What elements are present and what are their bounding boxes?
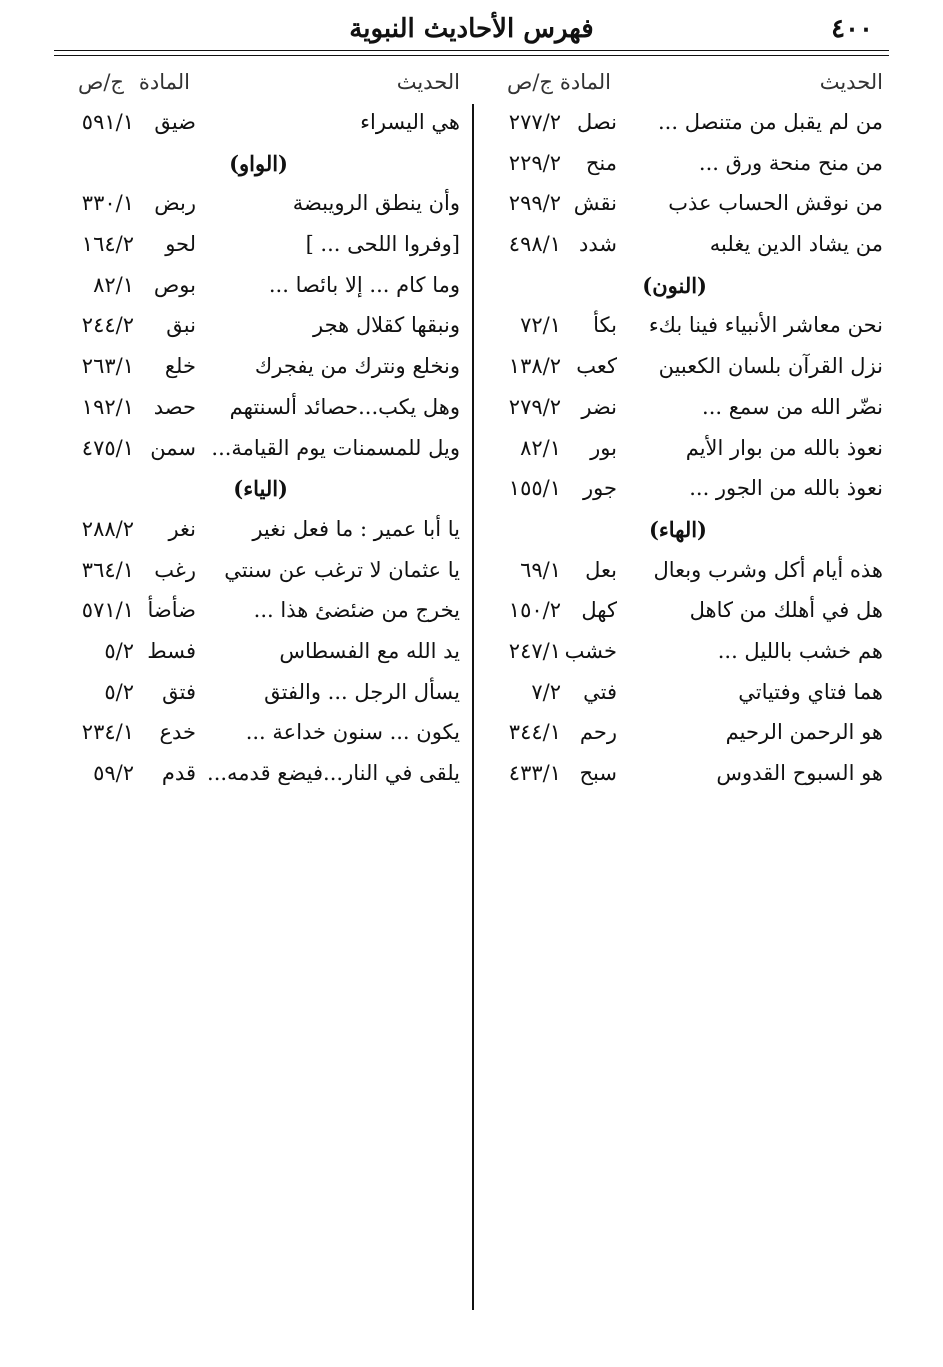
index-entry: [55, 104, 460, 145]
root-word: كعب: [576, 354, 617, 379]
volume-page-ref: ٢٣٤/١: [81, 720, 134, 745]
hadith-text: يا عثمان لا ترغب عن سنتي: [224, 557, 460, 582]
volume-page-ref: ١٣٨/٢: [508, 354, 561, 379]
section-heading: [55, 470, 460, 511]
volume-page-ref: ٢٧٧/٢: [508, 110, 561, 134]
index-entry: [485, 755, 883, 796]
madda-header: المادة: [559, 70, 611, 94]
root-word: نقش: [573, 191, 617, 216]
volume-page-ref: ٢٨٨/٢: [81, 516, 134, 541]
root-word: فتي: [583, 679, 617, 704]
hadith-header: الحديث: [819, 70, 883, 94]
root-word: فتق: [162, 679, 196, 704]
section-title: (الواو): [229, 150, 288, 176]
root-word: ربض: [154, 191, 196, 216]
section-heading: [55, 145, 460, 186]
index-entry: [485, 348, 883, 389]
volume-page-ref: ٥/٢: [104, 679, 134, 704]
hadith-text: يد الله مع الفسطاس: [279, 638, 460, 663]
index-entry: [55, 511, 460, 552]
page-header: [58, 10, 885, 50]
volume-page-ref: ٣٤٤/١: [508, 720, 561, 745]
volume-page-ref: ٨٢/١: [93, 272, 134, 297]
root-word: سمن: [150, 435, 196, 460]
hadith-text: يلقى في النار...فيضع قدمه...: [207, 761, 460, 785]
index-entry: [55, 755, 460, 796]
hadith-header: الحديث: [396, 70, 460, 94]
hadith-text: يخرج من ضئضئ هذا ...: [253, 598, 460, 623]
index-entry: [55, 430, 460, 471]
hadith-text: يا أبا عمير : ما فعل نغير: [252, 516, 460, 541]
hadith-text: ونبقها كقلال هجر: [313, 313, 460, 338]
volume-page-ref: ٤٣٣/١: [508, 761, 561, 785]
index-entry: [485, 714, 883, 755]
volume-page-ref: ٤٩٨/١: [508, 232, 561, 257]
index-entry: [485, 145, 883, 186]
root-word: بكأ: [593, 313, 617, 338]
index-column-right: [485, 64, 883, 796]
volume-page-ref: ٥٩/٢: [93, 761, 134, 785]
volume-page-ref: ٥/٢: [104, 638, 134, 663]
hadith-text: ونخلع ونترك من يفجرك: [254, 354, 460, 379]
hadith-text: نعوذ بالله من بوار الأيم: [685, 435, 883, 460]
hadith-text: من منح منحة ورق ...: [698, 150, 883, 175]
index-entry: [485, 185, 883, 226]
volume-page-ref: ٦٩/١: [520, 557, 561, 582]
volume-page-ref: ٢٢٩/٢: [508, 150, 561, 175]
index-entry: [485, 104, 883, 145]
volume-page-ref: ٢٤٤/٢: [81, 313, 134, 338]
hadith-text: هل في أهلك من كاهل: [689, 598, 883, 623]
volume-page-ref: ٢٤٧/١: [508, 638, 561, 663]
column-header: [485, 64, 883, 104]
index-entry: [55, 226, 460, 267]
column-header: [55, 64, 460, 104]
hadith-text: من لم يقبل من متنصل ...: [658, 110, 883, 134]
reference-header: ج/ص: [506, 70, 553, 94]
volume-page-ref: ١٥٥/١: [508, 476, 561, 501]
index-entry: [485, 389, 883, 430]
section-heading: [485, 511, 883, 552]
hadith-text: هي اليسراء: [360, 110, 460, 134]
hadith-text: يكون ... سنون خداعة ...: [245, 720, 460, 745]
hadith-text: من نوقش الحساب عذب: [668, 191, 883, 216]
hadith-text: ويل للمسمنات يوم القيامة...: [211, 435, 460, 460]
index-entry: [485, 552, 883, 593]
hadith-text: هذه أيام أكل وشرب وبعال: [653, 557, 883, 582]
root-word: حصد: [153, 394, 196, 419]
volume-page-ref: ١٥٠/٢: [508, 598, 561, 623]
index-rows: [55, 104, 460, 796]
volume-page-ref: ٤٧٥/١: [81, 435, 134, 460]
hadith-text: [وفروا اللحى ... ]: [305, 232, 460, 257]
root-word: كهل: [581, 598, 617, 623]
root-word: جور: [583, 476, 617, 501]
volume-page-ref: ٢٩٩/٢: [508, 191, 561, 216]
root-word: رحم: [579, 720, 617, 745]
hadith-text: من يشاد الدين يغلبه: [709, 232, 883, 257]
volume-page-ref: ٥٧١/١: [81, 598, 134, 623]
index-column-left: [55, 64, 460, 796]
hadith-text: يسأل الرجل ... والفتق: [264, 679, 460, 704]
root-word: رغب: [154, 557, 196, 582]
volume-page-ref: ١٩٢/١: [81, 394, 134, 419]
volume-page-ref: ١٦٤/٢: [81, 232, 134, 257]
index-entry: [485, 226, 883, 267]
index-entry: [55, 348, 460, 389]
header-rule: [54, 50, 889, 56]
hadith-text: وأن ينطق الرويبضة: [292, 191, 460, 216]
root-word: بوص: [153, 272, 196, 297]
index-entry: [485, 430, 883, 471]
reference-header: ج/ص: [77, 70, 124, 94]
index-entry: [55, 633, 460, 674]
hadith-text: هو السبوح القدوس: [716, 761, 883, 785]
index-entry: [55, 185, 460, 226]
hadith-text: وما كام ... إلا بائصا ...: [268, 272, 460, 297]
index-entry: [485, 592, 883, 633]
hadith-text: نعوذ بالله من الجور ...: [689, 476, 883, 501]
volume-page-ref: ٨٢/١: [520, 435, 561, 460]
root-word: ضيق: [154, 110, 196, 134]
hadith-text: نضّر الله من سمع ...: [702, 394, 883, 419]
root-word: نضر: [581, 394, 617, 419]
hadith-text: هما فتاي وفتياتي: [738, 679, 883, 704]
section-title: (النون): [642, 272, 707, 298]
section-title: (الهاء): [648, 516, 707, 542]
index-entry: [55, 674, 460, 715]
hadith-text: هو الرحمن الرحيم: [725, 720, 883, 745]
volume-page-ref: ٣٣٠/١: [81, 191, 134, 216]
volume-page-ref: ٧٢/١: [520, 313, 561, 338]
root-word: خشب: [564, 638, 617, 663]
root-word: لحو: [165, 232, 196, 257]
root-word: بعل: [585, 557, 617, 582]
root-word: منح: [585, 150, 617, 175]
root-word: قدم: [161, 761, 196, 785]
hadith-text: نزل القرآن بلسان الكعبين: [658, 354, 883, 379]
index-entry: [55, 714, 460, 755]
hadith-text: هم خشب بالليل ...: [717, 638, 883, 663]
root-word: سبح: [579, 761, 617, 785]
volume-page-ref: ٧/٢: [531, 679, 561, 704]
index-entry: [485, 633, 883, 674]
volume-page-ref: ٢٦٣/١: [81, 354, 134, 379]
hadith-text: نحن معاشر الأنبياء فينا بكء: [648, 313, 883, 338]
column-divider: [472, 104, 474, 1310]
index-entry: [55, 267, 460, 308]
index-entry: [55, 307, 460, 348]
root-word: ضأضأ: [147, 598, 196, 623]
index-entry: [485, 674, 883, 715]
index-entry: [55, 552, 460, 593]
volume-page-ref: ٣٦٤/١: [81, 557, 134, 582]
root-word: خلع: [164, 354, 196, 379]
page-title: فهرس الأحاديث النبوية: [349, 14, 594, 44]
page-number: ٤٠٠: [831, 14, 873, 44]
madda-header: المادة: [138, 70, 190, 94]
index-entry: [485, 470, 883, 511]
root-word: شدد: [579, 232, 617, 257]
index-entry: [485, 307, 883, 348]
hadith-text: وهل يكب...حصائد ألسنتهم: [229, 394, 460, 419]
root-word: نصل: [577, 110, 617, 134]
root-word: بور: [590, 435, 617, 460]
section-heading: [485, 267, 883, 308]
volume-page-ref: ٢٧٩/٢: [508, 394, 561, 419]
section-title: (الياء): [233, 476, 288, 502]
index-rows: [485, 104, 883, 796]
volume-page-ref: ٥٩١/١: [81, 110, 134, 134]
root-word: نغر: [168, 516, 196, 541]
root-word: فسط: [147, 638, 196, 663]
index-entry: [55, 592, 460, 633]
root-word: خدع: [159, 720, 196, 745]
index-entry: [55, 389, 460, 430]
root-word: نبق: [166, 313, 196, 338]
